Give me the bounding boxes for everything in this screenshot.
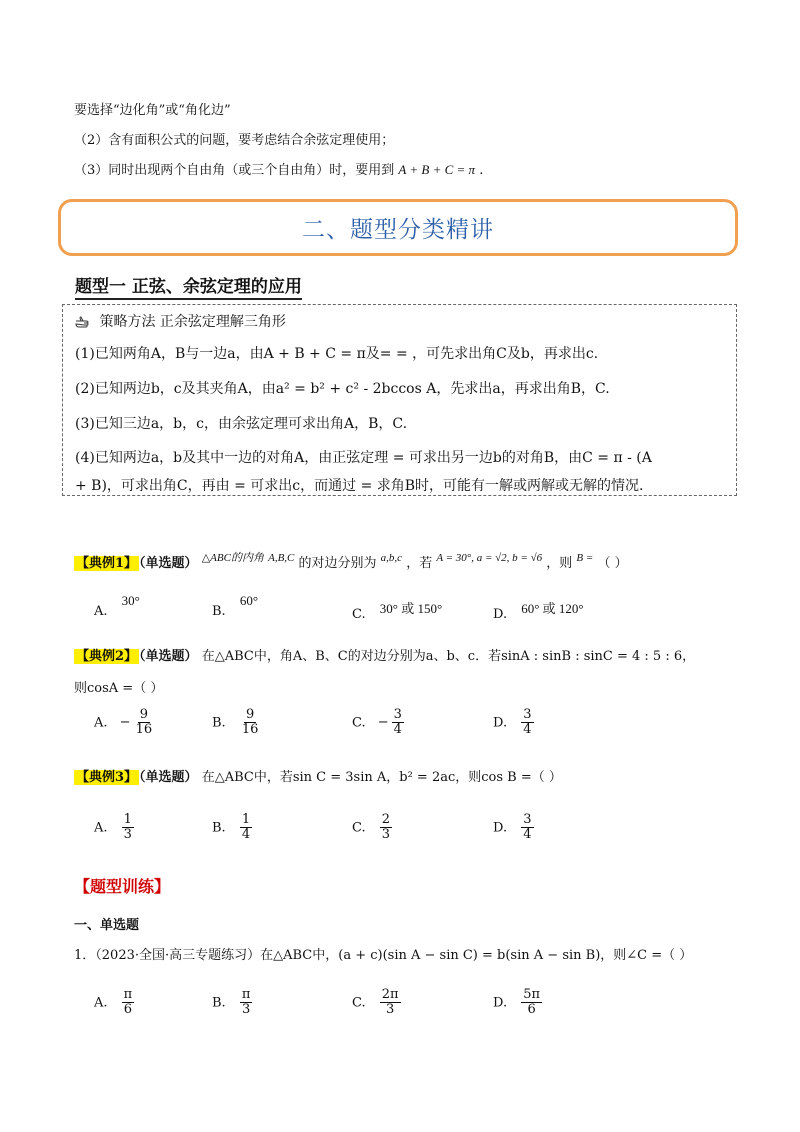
- option-fraction: [240, 708, 261, 738]
- example-1-label: 【典例1】: [76, 556, 138, 571]
- option-letter: A.: [94, 715, 108, 731]
- fraction-numerator: 1: [123, 812, 132, 827]
- option-letter: B.: [212, 820, 226, 836]
- fraction-denominator: 3: [123, 827, 132, 843]
- option-fraction: [240, 813, 252, 843]
- example-3-label: 【典例3】: [76, 770, 138, 785]
- fraction-numerator: 2π: [381, 987, 399, 1002]
- intro-line-2: （2）含有面积公式的问题，要考虑结合余弦定理使用；: [74, 133, 395, 148]
- option-letter: A.: [94, 995, 108, 1011]
- option-letter: C.: [352, 995, 366, 1011]
- fraction-numerator: 3: [523, 707, 532, 722]
- example-1-triangle: △ABC的内角: [201, 552, 264, 564]
- example-3-option-c[interactable]: [352, 813, 392, 843]
- example-1-kind: （单选题）: [139, 556, 198, 571]
- fraction-denominator: 4: [523, 827, 532, 843]
- example-3-question: [74, 766, 562, 785]
- option-letter: C.: [352, 820, 366, 836]
- option-fraction: [521, 988, 542, 1018]
- option-fraction: [392, 708, 404, 738]
- example-2-option-d[interactable]: [493, 708, 534, 738]
- fraction-denominator: 3: [241, 1002, 251, 1018]
- option-letter: D.: [493, 995, 508, 1011]
- option-fraction: [122, 813, 134, 843]
- fraction-denominator: 3: [386, 1002, 395, 1018]
- example-1-sides: a,b,c: [380, 552, 403, 564]
- fraction-numerator: π: [123, 987, 133, 1002]
- example-1-option-b[interactable]: [212, 593, 259, 619]
- fraction-denominator: 6: [527, 1002, 536, 1018]
- option-value: 30° 或 150°: [379, 601, 443, 616]
- option-sign: −: [119, 715, 131, 731]
- example-1-text-c: 的对边分别为: [298, 556, 377, 571]
- section-banner-title: 二、题型分类精讲: [302, 217, 494, 243]
- option-letter: C.: [352, 607, 366, 622]
- intro-line-3-end: .: [479, 163, 484, 178]
- option-letter: B.: [212, 604, 226, 619]
- example-2-question: [74, 645, 695, 664]
- example-1-ask: B =: [576, 552, 594, 564]
- option-fraction: [521, 708, 533, 738]
- option-fraction: [122, 988, 135, 1018]
- fraction-numerator: 1: [241, 812, 251, 827]
- example-1-angles: A,B,C: [268, 552, 295, 564]
- training-q1-option-d[interactable]: [493, 988, 542, 1018]
- example-2-option-c[interactable]: [352, 708, 404, 738]
- section-banner: [58, 199, 738, 256]
- type-one-title: 题型一 正弦、余弦定理的应用: [75, 272, 302, 300]
- example-3-option-b[interactable]: [212, 813, 252, 843]
- example-1-option-c[interactable]: [352, 603, 442, 622]
- intro-line-3-prefix: （3）同时出现两个自由角（或三个自由角）时，要用到: [74, 163, 395, 178]
- training-q1-option-a[interactable]: [94, 988, 134, 1018]
- pointing-hand-icon: [75, 316, 93, 328]
- fraction-numerator: 3: [393, 707, 402, 722]
- option-fraction: [240, 988, 253, 1018]
- example-1-paren: （ ）: [597, 556, 628, 571]
- strategy-item-4a: (4)已知两边a，b及其中一边的对角A，由正弦定理 = 可求出另一边b的对角B，由C = π - (A: [75, 450, 652, 466]
- fraction-numerator: 2: [381, 812, 391, 827]
- option-letter: D.: [493, 607, 508, 622]
- training-title: 【题型训练】: [74, 877, 171, 896]
- example-3-line-1: 在△ABC中，若sin C = 3sin A，b² = 2ac，则cos B =（ ）: [201, 770, 562, 785]
- option-fraction: [521, 813, 533, 843]
- intro-line-1: 要选择“边化角”或“角化边”: [74, 103, 231, 118]
- fraction-denominator: 16: [241, 722, 259, 738]
- option-letter: D.: [493, 820, 508, 836]
- fraction-denominator: 6: [123, 1002, 133, 1018]
- fraction-denominator: 4: [523, 722, 532, 738]
- option-fraction: [380, 813, 392, 843]
- example-1-text-e: ，若: [406, 556, 433, 571]
- example-1-given: A = 30°, a = √2, b = √6: [436, 552, 543, 564]
- example-2-option-b[interactable]: [212, 708, 260, 738]
- option-value: 30°: [121, 593, 140, 608]
- option-value: 60° 或 120°: [521, 601, 584, 616]
- option-letter: B.: [212, 715, 226, 731]
- intro-line-3-math: A + B + C = π: [398, 162, 476, 177]
- fraction-denominator: 4: [393, 722, 402, 738]
- fraction-denominator: 4: [241, 827, 251, 843]
- example-1-question: [74, 552, 628, 571]
- example-1-option-a[interactable]: [94, 593, 140, 619]
- strategy-item-2: (2)已知两边b，c及其夹角A，由a² = b² + c² - 2bccos A，先求出a，再求出角B，C.: [75, 381, 610, 397]
- fraction-denominator: 3: [381, 827, 391, 843]
- strategy-item-4b: + B)，可求出角C，再由 = 可求出c，而通过 = 求角B时，可能有一解或两解或无解的情况.: [75, 478, 644, 494]
- training-q1-option-b[interactable]: [212, 988, 252, 1018]
- fraction-denominator: 16: [135, 722, 153, 738]
- strategy-heading: [75, 311, 286, 331]
- strategy-box: [62, 304, 737, 496]
- example-3-option-a[interactable]: [94, 813, 134, 843]
- example-2-option-a[interactable]: [94, 708, 154, 738]
- example-2-line-1: 在△ABC中，角A、B、C的对边分别为a、b、c．若sinA : sinB : sinC = 4 : 5 : 6，: [201, 649, 696, 664]
- option-value: 60°: [239, 593, 259, 608]
- strategy-item-1: (1)已知两角A，B与一边a，由A + B + C = π及= = ，可先求出角C及b，再求出c.: [75, 346, 599, 362]
- example-1-text-g: ，则: [546, 556, 573, 571]
- example-1-option-d[interactable]: [493, 603, 584, 622]
- fraction-numerator: π: [241, 987, 251, 1002]
- training-q1-question: 1．（2023·全国·高三专题练习）在△ABC中，(a + c)(sin A − sin C) = b(sin A − sin B)，则∠C =（ ）: [74, 948, 693, 963]
- section-single-choice: 一、单选题: [74, 918, 140, 933]
- training-q1-option-c[interactable]: [352, 988, 401, 1018]
- example-2-label: 【典例2】: [76, 649, 138, 664]
- option-letter: D.: [493, 715, 508, 731]
- fraction-numerator: 3: [523, 812, 532, 827]
- fraction-numerator: 9: [245, 707, 255, 722]
- strategy-item-3: (3)已知三边a，b，c，由余弦定理可求出角A，B，C.: [75, 416, 408, 432]
- strategy-heading-text: 策略方法 正余弦定理解三角形: [99, 314, 286, 330]
- option-letter: A.: [94, 820, 108, 836]
- option-fraction: [134, 708, 155, 738]
- example-3-option-d[interactable]: [493, 813, 534, 843]
- example-3-kind: （单选题）: [139, 770, 198, 785]
- option-fraction: [380, 988, 401, 1018]
- option-letter: C.: [352, 715, 366, 731]
- fraction-numerator: 5π: [523, 987, 541, 1002]
- intro-line-3: [74, 159, 483, 178]
- option-letter: A.: [94, 604, 108, 619]
- example-2-kind: （单选题）: [139, 649, 198, 664]
- option-sign: −: [377, 715, 389, 731]
- fraction-numerator: 9: [139, 707, 148, 722]
- option-letter: B.: [212, 995, 226, 1011]
- example-2-line-2: 则cosA =（ ）: [74, 681, 164, 696]
